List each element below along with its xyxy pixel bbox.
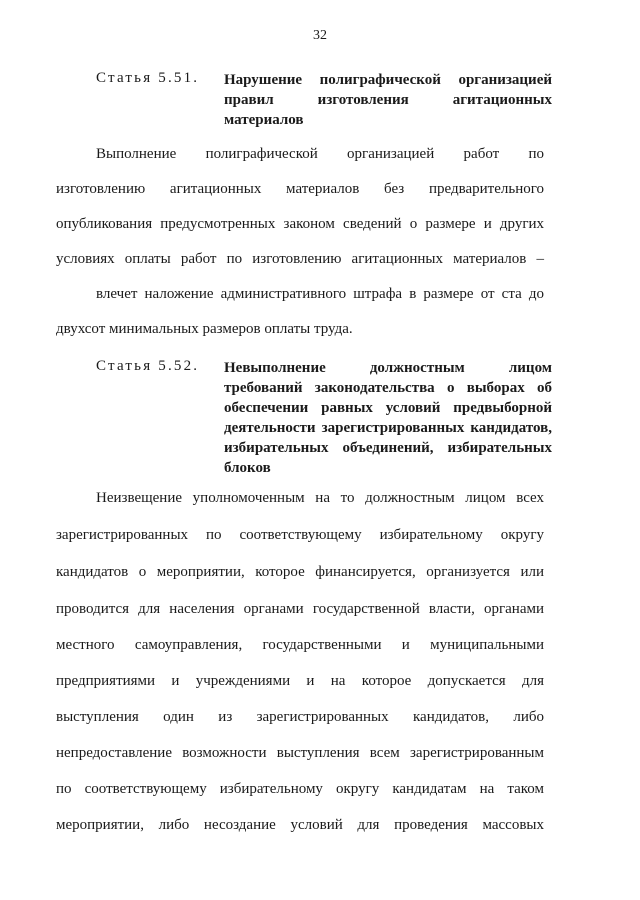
paragraph-line: по соответствующему избирательному округу кандидатам на таком: [56, 781, 544, 797]
paragraph-line: опубликования предусмотренных законом сведений о размере и других: [56, 216, 544, 232]
article-label: Статья 5.52.: [96, 358, 200, 374]
paragraph-line: местного самоуправления, государственными и муниципальными: [56, 637, 544, 653]
paragraph-line: кандидатов о мероприятии, которое финансируется, организуется или: [56, 564, 544, 580]
paragraph-line: влечет наложение административного штрафа в размере от ста до: [96, 286, 544, 302]
article-title: Нарушение полиграфической организацией правил изготовления агитационных материалов: [224, 72, 552, 128]
paragraph-line: непредоставление возможности выступления всем зарегистрированным: [56, 745, 544, 761]
paragraph-line: Неизвещение уполномоченным на то должностным лицом всех: [96, 490, 544, 506]
article-title: Невыполнение должностным лицом требований законодательства о выборах об обеспечении равных условий предвыборной деятельности зарегистрированных кандидатов, избирательных объединений, избирательных блоков: [224, 360, 552, 476]
paragraph-line: условиях оплаты работ по изготовлению агитационных материалов –: [56, 251, 544, 267]
page-number: 32: [313, 28, 327, 43]
paragraph-line: изготовлению агитационных материалов без предварительного: [56, 181, 544, 197]
paragraph-line: мероприятии, либо несоздание условий для проведения массовых: [56, 817, 544, 833]
paragraph-line: выступления один из зарегистрированных кандидатов, либо: [56, 709, 544, 725]
paragraph-line: зарегистрированных по соответствующему избирательному округу: [56, 527, 544, 543]
paragraph-line: Выполнение полиграфической организацией работ по: [96, 146, 544, 162]
article-label: Статья 5.51.: [96, 70, 200, 86]
paragraph-line: предприятиями и учреждениями и на которое допускается для: [56, 673, 544, 689]
paragraph-line: проводится для населения органами государственной власти, органами: [56, 601, 544, 617]
paragraph-line: двухсот минимальных размеров оплаты труда.: [56, 321, 353, 337]
